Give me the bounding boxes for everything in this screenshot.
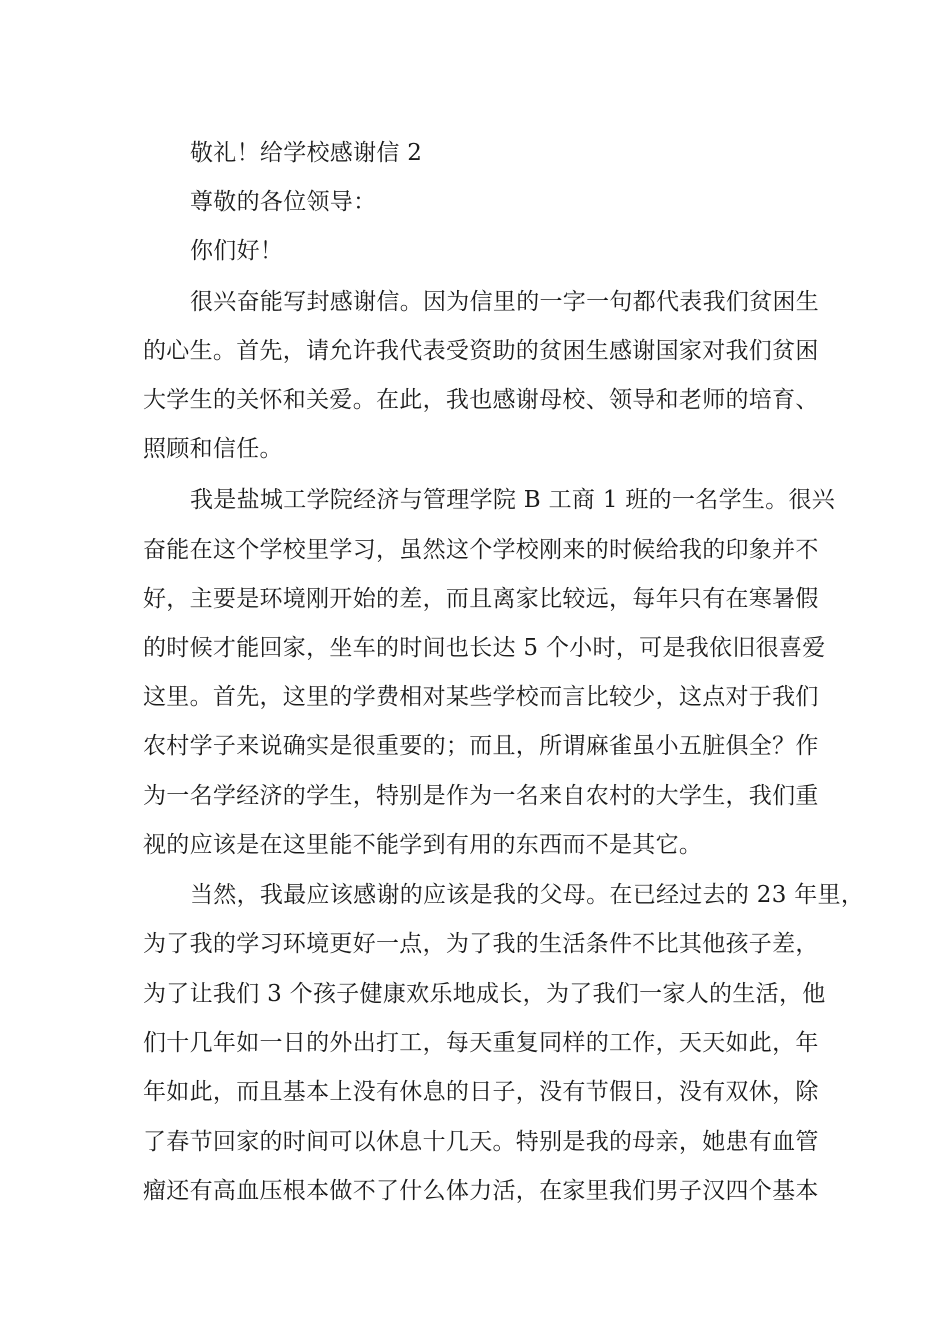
paragraph-3-line-3: 为了让我们 3 个孩子健康欢乐地成长，为了我们一家人的生活，他 — [143, 981, 826, 1007]
paragraph-3-line-7: 瘤还有高血压根本做不了什么体力活，在家里我们男子汉四个基本 — [143, 1178, 819, 1204]
paragraph-2-line-1: 我是盐城工学院经济与管理学院 B 工商 1 班的一名学生。很兴 — [190, 487, 836, 513]
paragraph-2-line-5: 这里。首先，这里的学费相对某些学校而言比较少，这点对于我们 — [143, 684, 819, 710]
paragraph-2-line-6: 农村学子来说确实是很重要的；而且，所谓麻雀虽小五脏俱全？作 — [143, 733, 819, 759]
paragraph-2-line-2: 奋能在这个学校里学习，虽然这个学校刚来的时候给我的印象并不 — [143, 537, 819, 563]
greeting-line: 你们好！ — [190, 238, 284, 264]
paragraph-2-line-3: 好，主要是环境刚开始的差，而且离家比较远，每年只有在寒暑假 — [143, 586, 819, 612]
paragraph-3-line-5: 年如此，而且基本上没有休息的日子，没有节假日，没有双休，除 — [143, 1079, 819, 1105]
paragraph-3-line-1: 当然，我最应该感谢的应该是我的父母。在已经过去的 23 年里， — [190, 882, 865, 908]
salutation-line: 尊敬的各位领导： — [190, 189, 377, 215]
paragraph-2-line-8: 视的应该是在这里能不能学到有用的东西而不是其它。 — [143, 832, 703, 858]
paragraph-1-line-4: 照顾和信任。 — [143, 436, 283, 462]
paragraph-2-line-4: 的时候才能回家，坐车的时间也长达 5 个小时，可是我依旧很喜爱 — [143, 635, 826, 661]
closing-and-title-line: 敬礼！给学校感谢信 2 — [190, 140, 423, 166]
paragraph-1-line-3: 大学生的关怀和关爱。在此，我也感谢母校、领导和老师的培育、 — [143, 387, 819, 413]
paragraph-3-line-4: 们十几年如一日的外出打工，每天重复同样的工作，天天如此，年 — [143, 1030, 819, 1056]
paragraph-1-line-2: 的心生。首先，请允许我代表受资助的贫困生感谢国家对我们贫困 — [143, 338, 819, 364]
paragraph-3-line-2: 为了我的学习环境更好一点，为了我的生活条件不比其他孩子差， — [143, 931, 819, 957]
paragraph-2-line-7: 为一名学经济的学生，特别是作为一名来自农村的大学生，我们重 — [143, 783, 819, 809]
paragraph-3-line-6: 了春节回家的时间可以休息十几天。特别是我的母亲，她患有血管 — [143, 1129, 819, 1155]
paragraph-1-line-1: 很兴奋能写封感谢信。因为信里的一字一句都代表我们贫困生 — [190, 289, 820, 315]
